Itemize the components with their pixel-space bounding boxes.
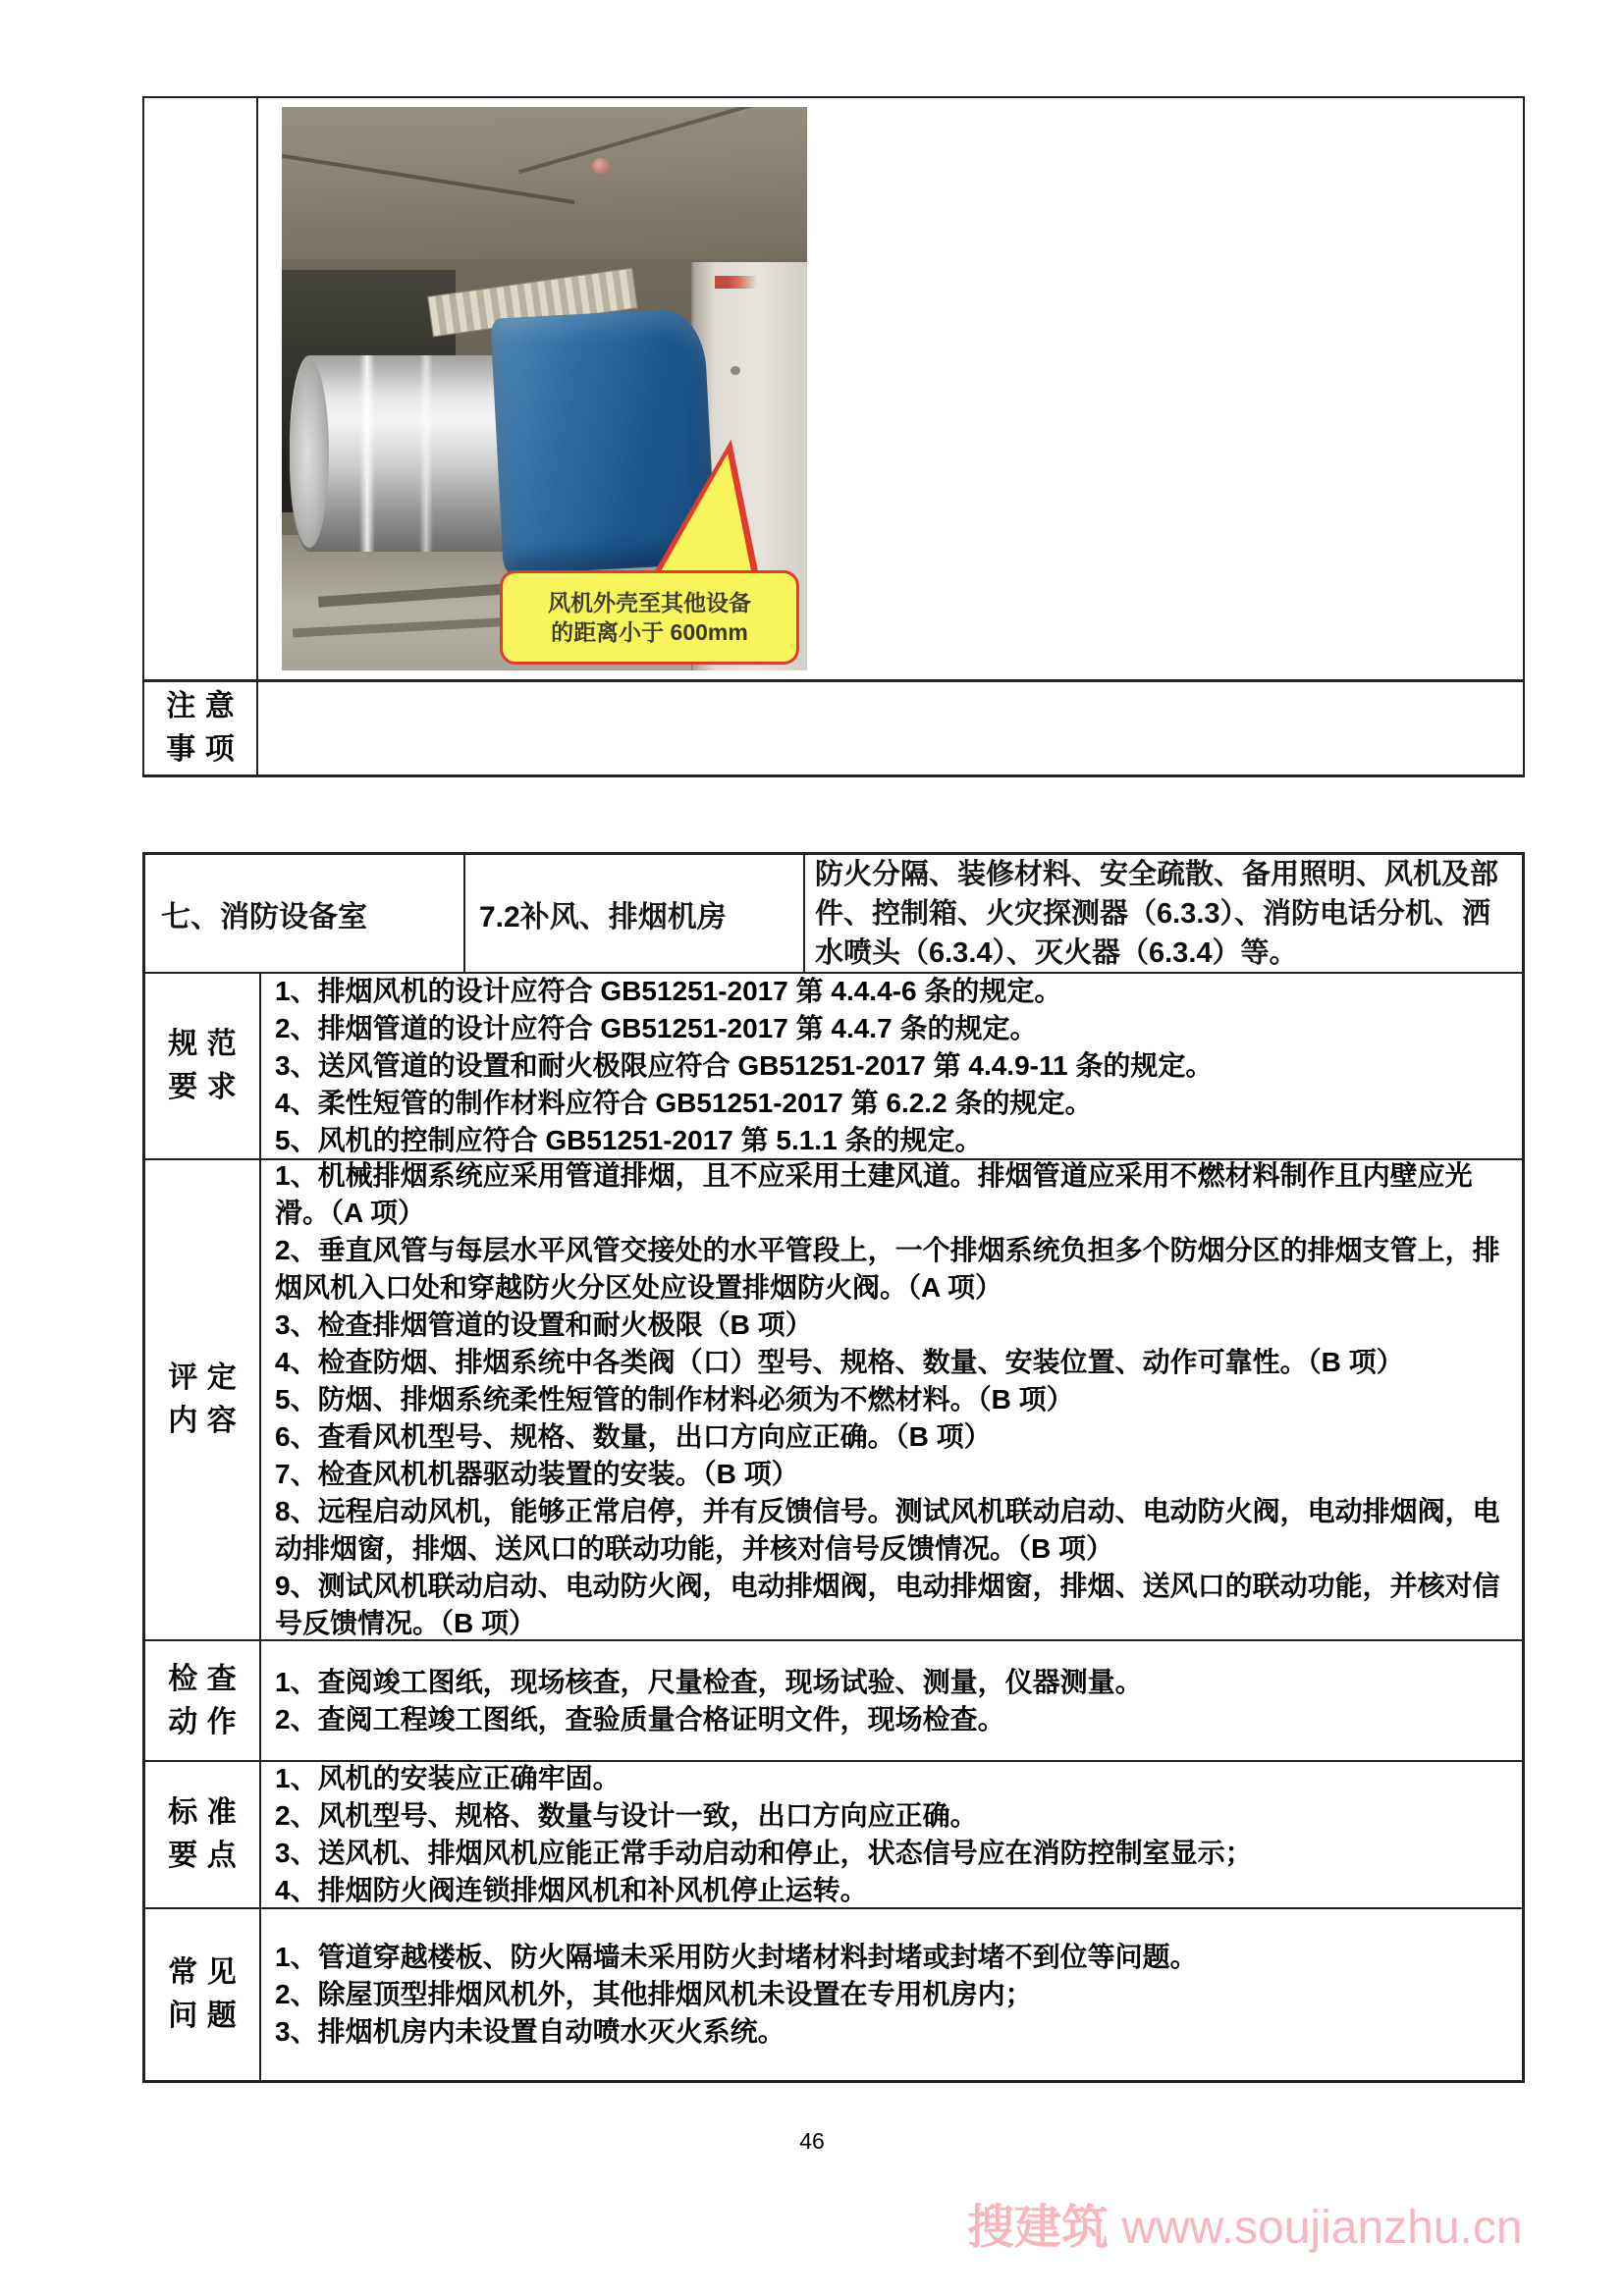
requirement-item: 3、送风管道的设置和耐火极限应符合 GB51251-2017 第 4.4.9-11 条的规定。 <box>275 1050 1214 1081</box>
row-label-cell <box>145 1762 261 1907</box>
assessment-item: 2、垂直风管与每层水平风管交接处的水平管段上，一个排烟系统负担多个防烟分区的排烟支管上，排烟风机入口处和穿越防火分区处应设置排烟防火阀。（A 项） <box>275 1235 1500 1303</box>
problem-item: 2、除屋顶型排烟风机外，其他排烟风机未设置在专用机房内； <box>275 1979 1033 2009</box>
metal-duct <box>290 355 520 553</box>
row-content <box>261 1909 1522 2080</box>
requirement-item: 1、排烟风机的设计应符合 GB51251-2017 第 4.4.4-6 条的规定。 <box>275 976 1062 1006</box>
assessment-item: 5、防烟、排烟系统柔性短管的制作材料必须为不燃材料。（B 项） <box>275 1384 1074 1415</box>
duct-highlight <box>419 355 433 553</box>
watermark-brand: 搜建筑 <box>967 2202 1110 2254</box>
table-row-inspection-actions <box>145 1639 1522 1760</box>
assessment-item: 3、检查排烟管道的设置和耐火极限（B 项） <box>275 1309 813 1340</box>
note-label: 注意 事项 <box>166 690 244 766</box>
row-label: 检查 动作 <box>168 1662 246 1738</box>
callout-line: 的距离小于 600mm <box>551 619 748 646</box>
row-label-cell <box>145 1160 261 1639</box>
equipment-photo <box>282 107 807 670</box>
row-content <box>261 1641 1522 1760</box>
requirement-item: 5、风机的控制应符合 GB51251-2017 第 5.1.1 条的规定。 <box>275 1125 983 1155</box>
table-row-standard-requirements <box>145 972 1522 1158</box>
row-label: 规范 要求 <box>168 1028 246 1103</box>
problem-item: 1、管道穿越楼板、防火隔墙未采用防火封堵材料封堵或封堵不到位等问题。 <box>275 1942 1198 1972</box>
header-row <box>145 855 1522 972</box>
point-item: 1、风机的安装应正确牢固。 <box>275 1763 621 1793</box>
table-row-assessment-content <box>145 1158 1522 1639</box>
photo-row-empty-label-cell <box>144 98 258 682</box>
table-row-common-problems <box>145 1907 1522 2080</box>
row-content <box>261 1762 1522 1907</box>
photo-table <box>142 96 1525 777</box>
table-row-standard-points <box>145 1760 1522 1907</box>
cabinet-logo <box>715 276 757 289</box>
point-item: 3、送风机、排烟风机应能正常手动启动和停止，状态信号应在消防控制室显示； <box>275 1838 1253 1868</box>
inspection-table <box>142 852 1525 2083</box>
row-label-cell <box>145 1909 261 2080</box>
callout-line: 风机外壳至其他设备 <box>547 589 751 615</box>
smoke-detector <box>592 158 610 174</box>
page-number: 46 <box>799 2128 825 2154</box>
row-label-cell <box>145 1641 261 1760</box>
row-content <box>261 1160 1522 1639</box>
requirement-item: 2、排烟管道的设计应符合 GB51251-2017 第 4.4.7 条的规定。 <box>275 1013 1038 1043</box>
row-label: 常见 问题 <box>168 1956 246 2032</box>
watermark <box>967 2199 1596 2258</box>
assessment-item: 4、检查防烟、排烟系统中各类阀（口）型号、规格、数量、安装位置、动作可靠性。（B 项） <box>275 1347 1404 1377</box>
row-label: 标准 要点 <box>168 1796 246 1872</box>
action-item: 1、查阅竣工图纸，现场核查，尺量检查，现场试验、测量，仪器测量。 <box>275 1666 1143 1697</box>
photo-ceiling <box>282 107 807 259</box>
section-title-cell: 七、消防设备室 <box>145 855 465 972</box>
row-label-cell <box>145 974 261 1158</box>
scope-cell: 防火分隔、装修材料、安全疏散、备用照明、风机及部件、控制箱、火灾探测器（6.3.3）、消防电话分机、洒水喷头（6.3.4）、灭火器（6.3.4）等。 <box>815 858 1499 969</box>
note-content-cell-empty <box>258 682 1523 774</box>
action-item: 2、查阅工程竣工图纸，查验质量合格证明文件，现场检查。 <box>275 1703 1005 1735</box>
callout-bubble <box>500 570 799 664</box>
assessment-item: 8、远程启动风机，能够正常启停，并有反馈信号。测试风机联动启动、电动防火阀，电动排烟阀，电动排烟窗，排烟、送风口的联动功能，并核对信号反馈情况。（B 项） <box>275 1496 1500 1564</box>
assessment-item: 9、测试风机联动启动、电动防火阀，电动排烟阀，电动排烟窗，排烟、送风口的联动功能，并核对信号反馈情况。（B 项） <box>275 1571 1500 1638</box>
photo-cell <box>258 98 1523 682</box>
watermark-url: www.soujianzhu.cn <box>1109 2202 1523 2254</box>
duct-highlight <box>359 355 375 553</box>
row-content <box>261 974 1522 1158</box>
assessment-item: 1、机械排烟系统应采用管道排烟，且不应采用土建风道。排烟管道应采用不燃材料制作且内壁应光滑。（A 项） <box>275 1160 1473 1228</box>
assessment-item: 7、检查风机机器驱动装置的安装。（B 项） <box>275 1459 799 1489</box>
point-item: 2、风机型号、规格、数量与设计一致，出口方向应正确。 <box>275 1800 978 1831</box>
row-label: 评定 内容 <box>168 1362 246 1437</box>
assessment-item: 6、查看风机型号、规格、数量，出口方向应正确。（B 项） <box>275 1421 992 1452</box>
point-item: 4、排烟防火阀连锁排烟风机和补风机停止运转。 <box>275 1875 868 1905</box>
problem-item: 3、排烟机房内未设置自动喷水灭火系统。 <box>275 2016 785 2047</box>
subsection-title-cell: 7.2补风、排烟机房 <box>465 855 805 972</box>
duct-end-cap <box>290 359 329 549</box>
note-label-cell <box>144 682 258 774</box>
requirement-item: 4、柔性短管的制作材料应符合 GB51251-2017 第 6.2.2 条的规定。 <box>275 1088 1093 1118</box>
